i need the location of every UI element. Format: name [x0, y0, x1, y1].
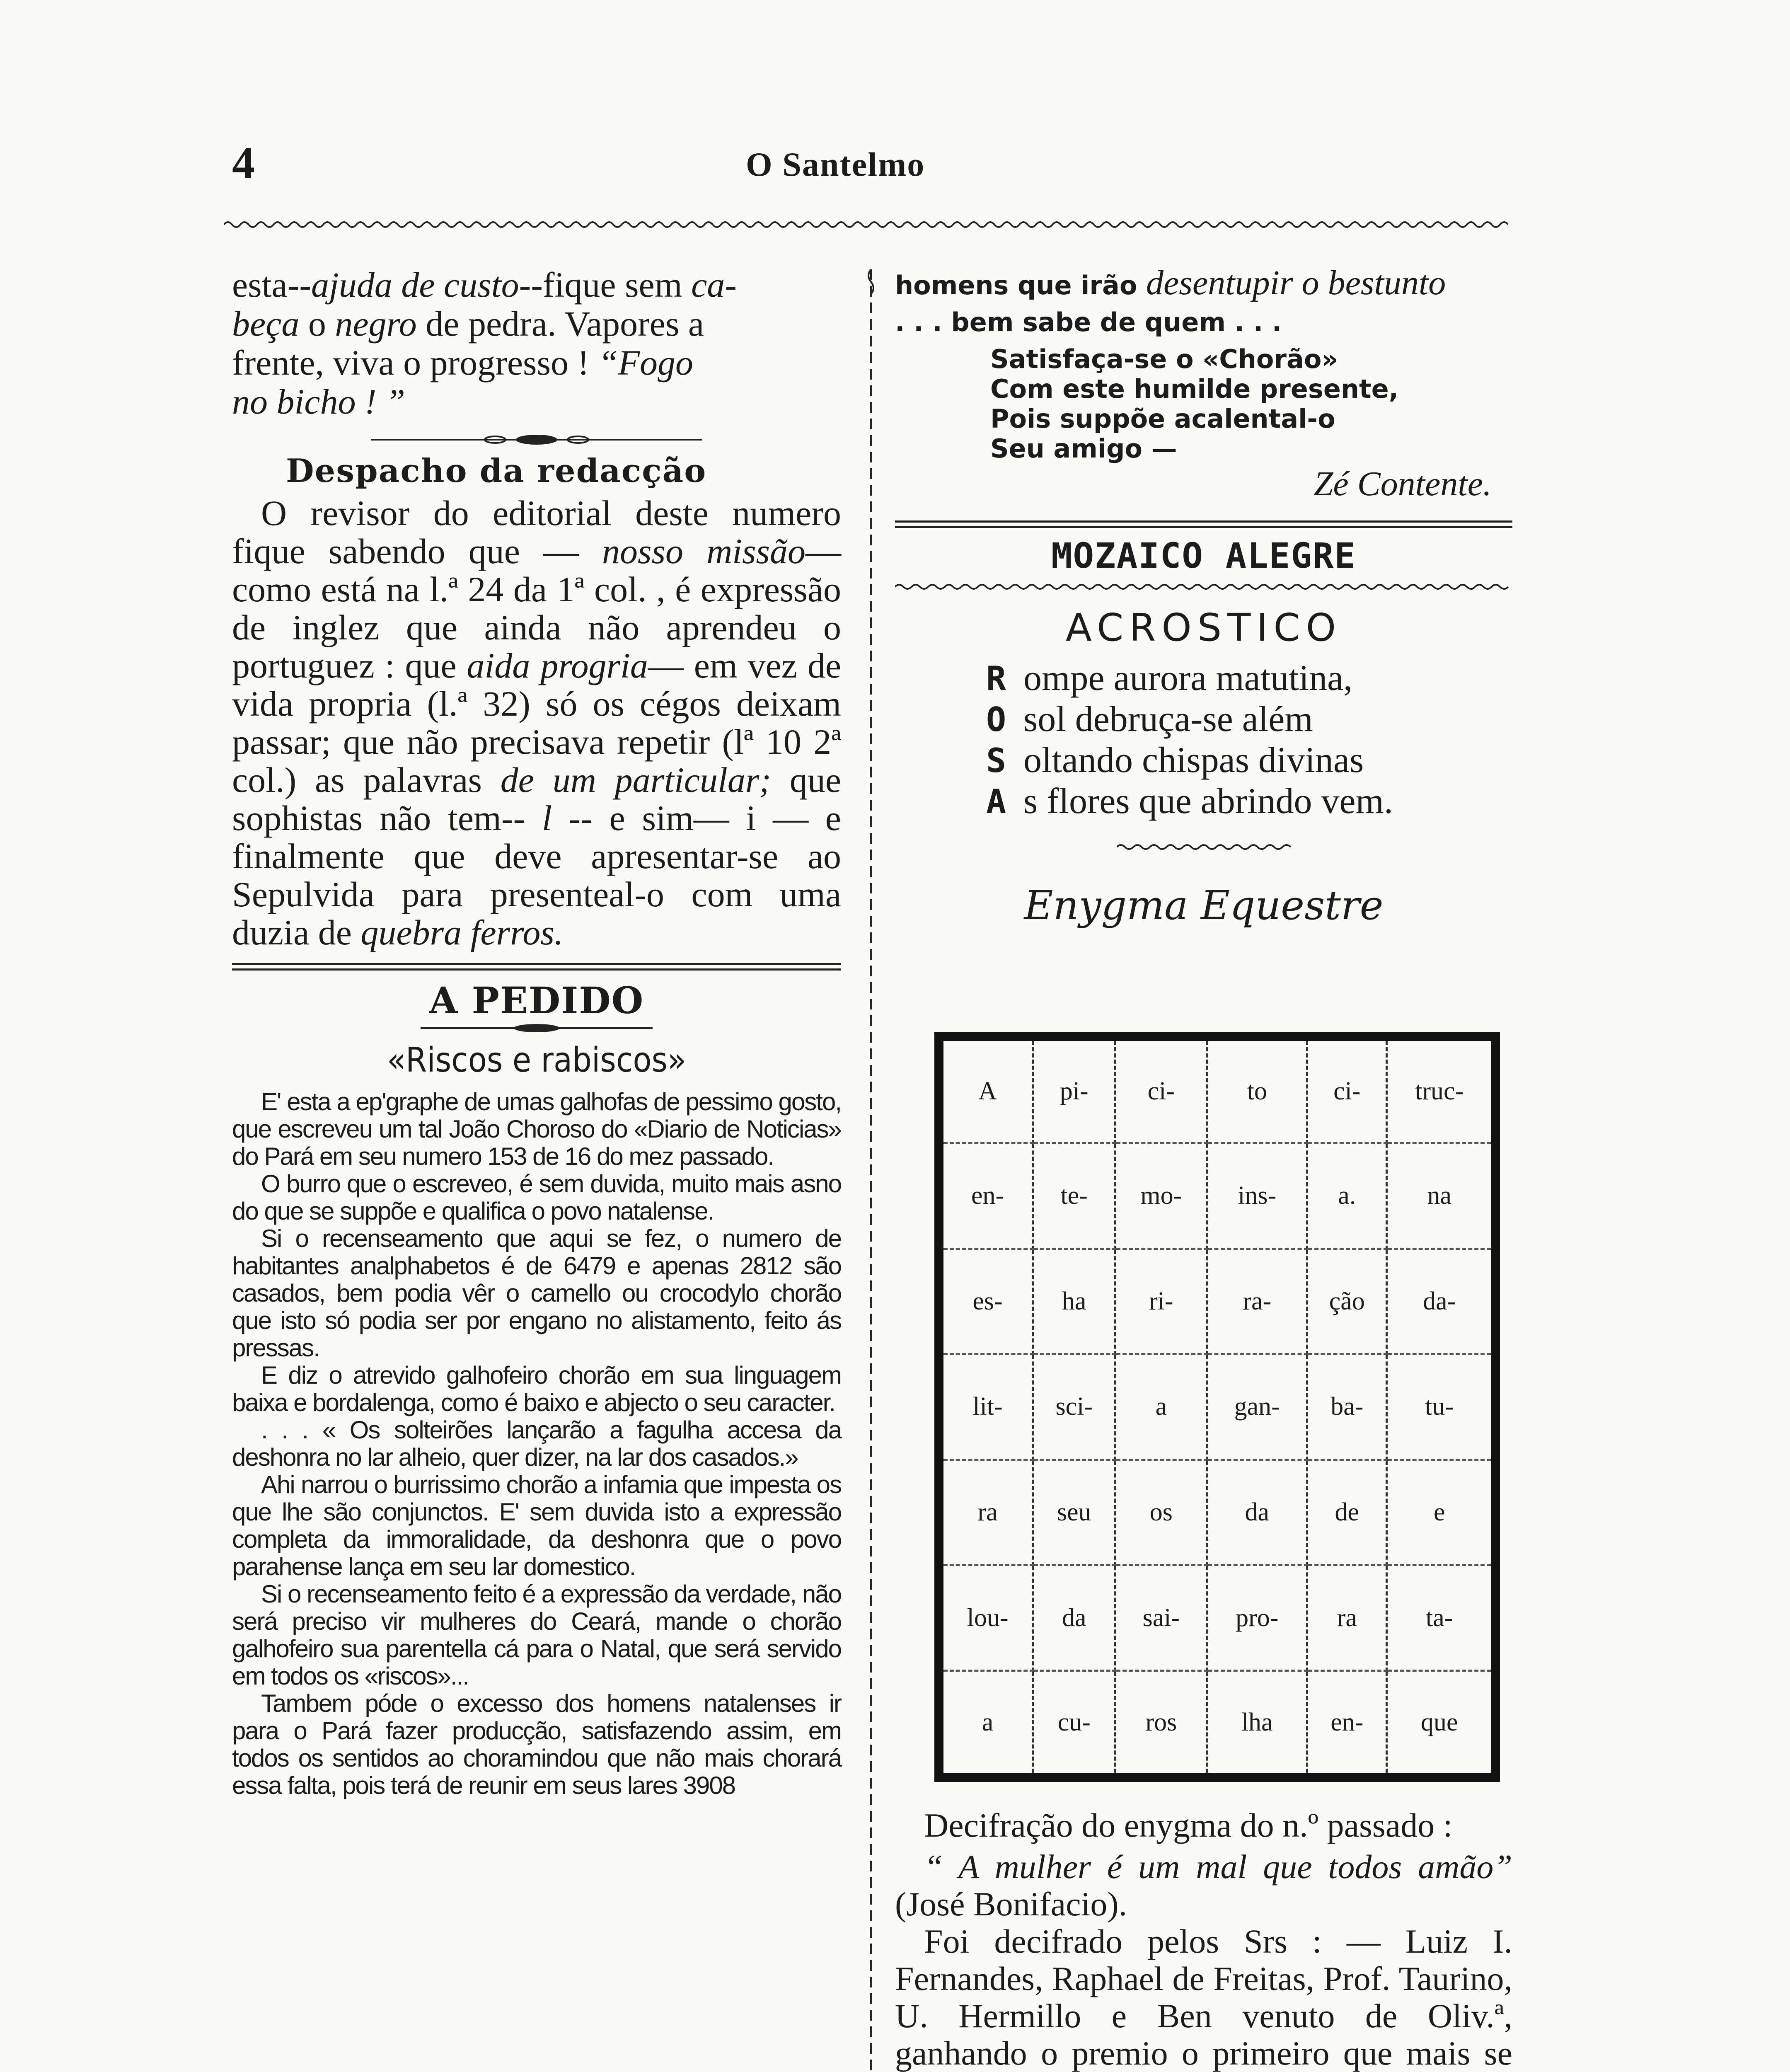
- grid-cell: na: [1387, 1143, 1491, 1249]
- grid-cell: da-: [1387, 1249, 1491, 1354]
- decifracao-quote: “ A mulher é um mal que todos amão” (José Bonifacio).: [895, 1848, 1512, 1923]
- grid-cell: es-: [943, 1249, 1033, 1354]
- grid-cell: a.: [1307, 1143, 1387, 1249]
- grid-cell: e: [1387, 1460, 1491, 1565]
- acrostico-title: ACROSTICO: [1065, 605, 1342, 650]
- grid-cell: lit-: [943, 1354, 1033, 1460]
- grid-cell: ra: [1307, 1565, 1387, 1671]
- grid-cell: lou-: [943, 1565, 1033, 1671]
- ornament-divider: [232, 433, 841, 448]
- grid-cell: te-: [1033, 1143, 1115, 1249]
- grid-cell: seu: [1033, 1460, 1115, 1565]
- verse-line: Pois suppõe acalental-o: [990, 404, 1335, 434]
- double-rule: [895, 520, 1512, 528]
- verse-line: Seu amigo —: [990, 433, 1177, 464]
- header-wavy-rule: [224, 220, 1508, 230]
- right-column: [895, 265, 1512, 929]
- grid-cell: da: [1033, 1565, 1115, 1671]
- pedido-subtitle: «Riscos e rabiscos»: [387, 1041, 687, 1080]
- masthead-title: O Santelmo: [746, 145, 925, 183]
- grid-cell: lha: [1207, 1671, 1307, 1773]
- grid-cell: a: [1115, 1354, 1207, 1460]
- grid-cell: ra-: [1207, 1249, 1307, 1354]
- pedido-ornament: [232, 1022, 841, 1036]
- grid-cell: de: [1307, 1460, 1387, 1565]
- signature: Zé Contente.: [1313, 465, 1492, 503]
- pedido-paragraph: E' esta a ep'graphe de umas galhofas de pessimo gosto, que escreveu um tal João Choroso do «Diario de Noticias» do Pará em seu numero 153 de 16 do mez passado.: [232, 1088, 841, 1170]
- grid-cell: to: [1207, 1041, 1307, 1143]
- grid-cell: en-: [1307, 1671, 1387, 1773]
- enigma-title: Enygma Equestre: [1024, 882, 1384, 929]
- double-rule: [232, 963, 841, 971]
- grid-cell: ha: [1033, 1249, 1115, 1354]
- pedido-paragraph: Si o recenseamento que aqui se fez, o numero de habitantes analphabetos é de 6479 e apenas 2812 são casados, bem podia vêr o camello ou crocodylo chorão que isto só podia ser por engano no alistamento, feito ás pressas.: [232, 1225, 841, 1362]
- grid-cell: ci-: [1115, 1041, 1207, 1143]
- decifracao-block: [895, 1807, 1512, 2072]
- column-divider: [866, 269, 876, 2072]
- verse-block: [990, 344, 1512, 464]
- pedido-paragraph: O burro que o escreveo, é sem duvida, muito mais asno do que se suppõe e qualifica o povo natalense.: [232, 1170, 841, 1225]
- grid-row: [943, 1143, 1491, 1249]
- grid-cell: sai-: [1115, 1565, 1207, 1671]
- grid-cell: ta-: [1387, 1565, 1491, 1671]
- grid-cell: que: [1420, 1708, 1458, 1736]
- grid-cell: pro-: [1207, 1565, 1307, 1671]
- pedido-paragraph: Tambem póde o excesso dos homens natalenses ir para o Pará fazer producção, satisfazendo assim, em todos os sentidos ao choramindou que não mais chorará essa falta, pois terá de reunir em seus lares 3908: [232, 1690, 841, 1799]
- grid-cell: truc-: [1387, 1041, 1491, 1143]
- left-column: [232, 265, 841, 1799]
- grid-row: [943, 1354, 1491, 1460]
- despacho-paragraph: O revisor do editorial deste numero fique sabendo que — nosso missão—como está na l.ª 24 da 1ª col. , é expressão de inglez que ainda não aprendeu o portuguez : que aida progria— em vez de vida propria (l.ª 32) só os cégos deixam passar; que não precisava repetir (lª 10 2ª col.) as palavras de um particular; que sophistas não tem-- l -- e sim— i — e finalmente que deve apresentar-se ao Sepulvida para presenteal-o com uma duzia de quebra ferros.: [232, 493, 842, 952]
- grid-row: [943, 1671, 1491, 1773]
- decifracao-intro: Decifração do enygma do n.º passado :: [924, 1806, 1453, 1844]
- acrostic-line: A s flores que abrindo vem.: [986, 781, 1393, 821]
- grid-cell: cu-: [1033, 1671, 1115, 1773]
- grid-cell: en-: [943, 1143, 1033, 1249]
- despacho-title: Despacho da redacção: [286, 452, 707, 490]
- grid-row: [943, 1460, 1491, 1565]
- intro-paragraph: esta--ajuda de custo--fique sem ca- beça o negro de pedra. Vapores a frente, viva o progresso ! “Fogo no bicho ! ”: [232, 265, 737, 421]
- grid-cell: ra: [943, 1460, 1033, 1565]
- pedido-body: [232, 1088, 841, 1799]
- acrostic-wavy-rule: [895, 843, 1512, 853]
- grid-row: [943, 1565, 1491, 1671]
- enigma-grid: [934, 1032, 1500, 1782]
- grid-row: [943, 1249, 1491, 1354]
- decifracao-solvers: Foi decifrado pelos Srs : — Luiz I. Fernandes, Raphael de Freitas, Prof. Taurino, U. Hermillo e Ben venuto de Oliv.ª, ganhando o premio o primeiro que mais se: [895, 1922, 1512, 2072]
- mozaico-wavy-rule: [895, 583, 1512, 591]
- acrostic-line: S oltando chispas divinas: [986, 740, 1364, 780]
- grid-cell: ins-: [1207, 1143, 1307, 1249]
- grid-cell: ci-: [1307, 1041, 1387, 1143]
- grid-cell: mo-: [1115, 1143, 1207, 1249]
- acrostic-block: [986, 658, 1512, 822]
- acrostic-line: O sol debruça-se além: [986, 699, 1313, 739]
- pedido-paragraph: . . . « Os solteirões lançarão a fagulha accesa da deshonra no lar alheio, quer dizer, na lar dos casados.»: [232, 1416, 841, 1471]
- grid-cell: A: [943, 1041, 1033, 1143]
- enigma-table: [943, 1041, 1491, 1773]
- grid-cell: ros: [1115, 1671, 1207, 1773]
- page-number: 4: [232, 138, 255, 188]
- acrostic-line: R ompe aurora matutina,: [986, 658, 1353, 698]
- grid-cell: tu-: [1387, 1354, 1491, 1460]
- grid-cell: ri-: [1115, 1249, 1207, 1354]
- pedido-paragraph: E diz o atrevido galhofeiro chorão em sua linguagem baixa e bordalenga, como é baixo e abjecto o seu caracter.: [232, 1361, 841, 1416]
- grid-cell: pi-: [1033, 1041, 1115, 1143]
- grid-cell: a: [943, 1671, 1033, 1773]
- mozaico-title: MOZAICO ALEGRE: [1051, 535, 1356, 576]
- pedido-title: A PEDIDO: [429, 979, 644, 1022]
- pedido-paragraph: Si o recenseamento feito é a expressão da verdade, não será preciso vir mulheres do Ceará, mande o chorão galhofeiro sua parentella cá para o Natal, que será servido em todos os «riscos»...: [232, 1580, 841, 1690]
- grid-cell: da: [1207, 1460, 1307, 1565]
- grid-cell: os: [1115, 1460, 1207, 1565]
- verse-line: Satisfaça-se o «Chorão»: [990, 344, 1338, 374]
- verse-line: Com este humilde presente,: [990, 374, 1399, 404]
- right-intro: homens que irão desentupir o bestunto . . . bem sabe de quem . . .: [895, 264, 1446, 337]
- grid-cell: gan-: [1207, 1354, 1307, 1460]
- grid-cell: sci-: [1033, 1354, 1115, 1460]
- pedido-paragraph: Ahi narrou o burrissimo chorão a infamia que impesta os que lhe são conjunctos. E' sem duvida isto a expressão completa da immoralidade, da deshonra que o povo parahense lança em seu lar domestico.: [232, 1471, 841, 1581]
- grid-row: [943, 1041, 1491, 1143]
- grid-cell: ba-: [1307, 1354, 1387, 1460]
- grid-cell: ção: [1307, 1249, 1387, 1354]
